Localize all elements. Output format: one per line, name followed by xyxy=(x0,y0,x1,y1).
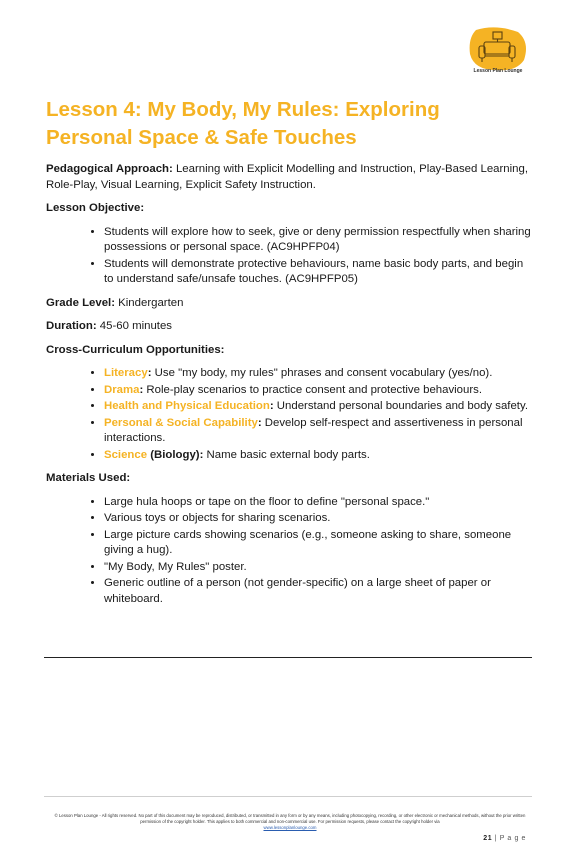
page-label: | P a g e xyxy=(492,835,526,842)
cross-curriculum-heading: Cross-Curriculum Opportunities: xyxy=(46,343,225,356)
lesson-title: Lesson 4: My Body, My Rules: Exploring Personal Space & Safe Touches xyxy=(46,98,440,149)
page-number-value: 21 xyxy=(483,835,493,842)
subject-text: Develop self-respect and assertiveness in personal interactions. xyxy=(104,416,523,444)
pedagogical-approach xyxy=(46,162,532,193)
duration-label: Duration: xyxy=(46,320,97,332)
subject-text: Use "my body, my rules" phrases and consent vocabulary (yes/no). xyxy=(151,367,493,379)
list-item: • Students will explore how to seek, give or deny permission respectfully when sharing possessions or personal space. (AC9HPFP04) xyxy=(104,225,532,256)
subject-colon: : xyxy=(147,367,152,379)
list-item xyxy=(104,399,532,415)
website-link[interactable]: www.lessonplanlounge.com xyxy=(263,825,317,830)
subject-colon: : xyxy=(257,416,262,429)
subject-text: Name basic external body parts. xyxy=(203,448,370,461)
duration xyxy=(46,319,532,335)
lesson-objective-heading: Lesson Objective: xyxy=(46,202,145,214)
lesson-content xyxy=(46,162,532,615)
subject-name: Health and Physical Education xyxy=(104,400,270,412)
pedagogical-approach-label: Pedagogical Approach: xyxy=(46,163,173,175)
copyright-notice xyxy=(48,813,532,831)
lesson-objective-list xyxy=(46,225,532,288)
subject-name: Drama xyxy=(104,383,140,396)
footer-divider xyxy=(44,796,532,797)
subject-colon: : xyxy=(199,448,204,461)
list-item xyxy=(104,366,532,382)
grade-level-value: Kindergarten xyxy=(115,296,184,309)
subject-name: Literacy xyxy=(104,367,148,379)
pedagogical-approach-text: Learning with Explicit Modelling and Instruction, Play-Based Learning, Role-Play, Visual Learning, Explicit Safety Instruction. xyxy=(46,163,529,191)
subject-name: Science xyxy=(104,448,148,461)
grade-level-label: Grade Level: xyxy=(46,296,116,309)
page-number xyxy=(483,835,526,842)
list-item: • "My Body, My Rules" poster. xyxy=(104,560,532,576)
materials-heading: Materials Used: xyxy=(46,472,131,484)
section-divider xyxy=(44,657,532,658)
subject-text: Role-play scenarios to practice consent and protective behaviours. xyxy=(143,383,483,396)
list-item: • Large hula hoops or tape on the floor to define "personal space." xyxy=(104,495,532,511)
list-item: • Students will demonstrate protective behaviours, name basic body parts, and begin to understand safe/unsafe touches. (AC9HPFP05) xyxy=(104,257,532,288)
list-item: • Large picture cards showing scenarios (e.g., someone asking to share, someone giving a hug). xyxy=(104,528,532,559)
copyright-text: © Lesson Plan Lounge - All rights reserved. No part of this document may be reproduced, distributed, or transmitted in any form or by any means, including photocopying, recording, or other electronic or mechanical methods, without the prior written permission of the copyright holder. This applies to both commercial and non-commercial use. For permission requests, please contact the copyright holder via xyxy=(54,813,526,824)
list-item xyxy=(104,416,532,447)
duration-value: 45-60 minutes xyxy=(96,320,172,332)
subject-extra: (Biology) xyxy=(147,448,200,461)
list-item: • Generic outline of a person (not gender-specific) on a large sheet of paper or whiteboard. xyxy=(104,576,532,607)
cross-curriculum-list xyxy=(46,366,532,463)
logo-text: Lesson Plan Lounge xyxy=(473,68,523,74)
list-item xyxy=(104,448,532,464)
list-item xyxy=(104,383,532,399)
materials-list xyxy=(46,495,532,608)
subject-text: Understand personal boundaries and body safety. xyxy=(273,400,528,412)
subject-colon: : xyxy=(269,400,274,412)
subject-colon: : xyxy=(139,383,144,396)
list-item: • Various toys or objects for sharing scenarios. xyxy=(104,511,532,527)
subject-name: Personal & Social Capability xyxy=(104,416,258,429)
grade-level xyxy=(46,296,532,312)
